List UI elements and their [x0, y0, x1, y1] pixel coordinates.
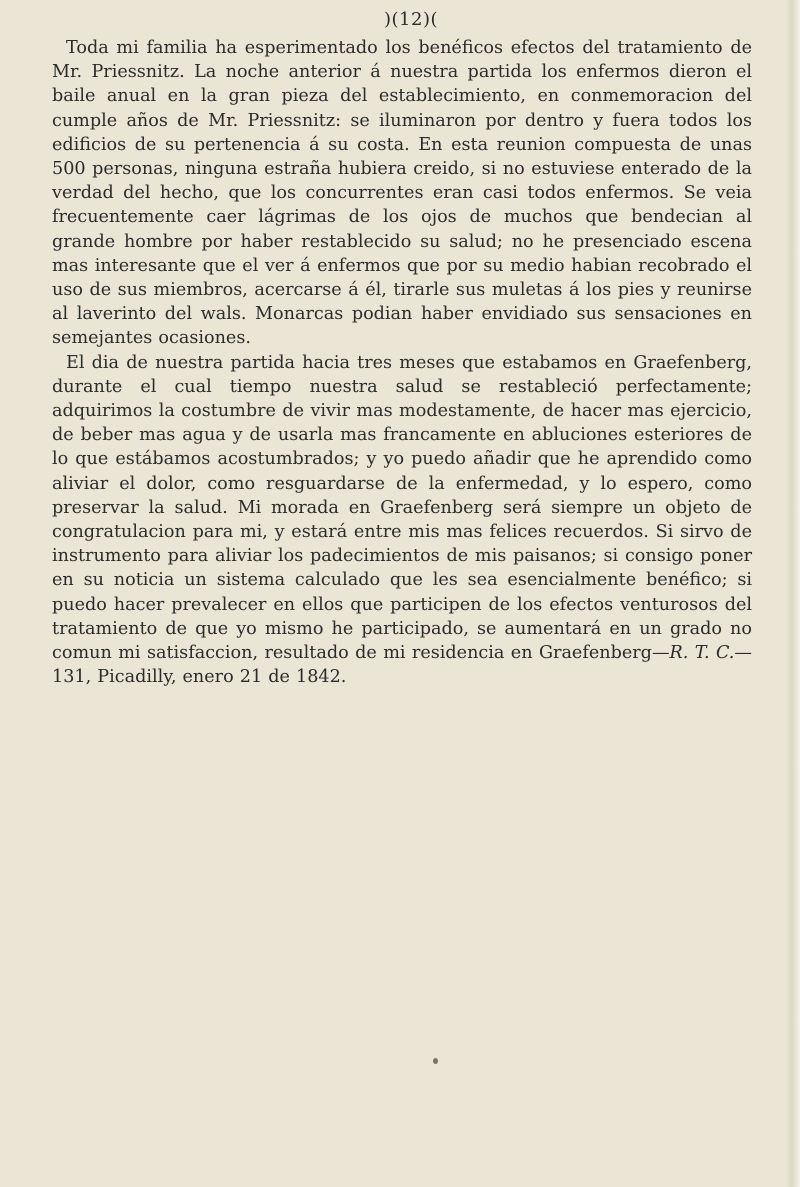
- page-edge: [786, 0, 800, 1187]
- page-content: [52, 8, 752, 689]
- ink-mark: [433, 1058, 438, 1064]
- paragraph-2-text: El dia de nuestra partida hacia tres meses que estabamos en Graefenberg, durante el cual tiempo nuestra salud se restableció perfectamente; adquirimos la costumbre de vivir mas modestamente, de hacer mas ejercicio, de beber mas agua y de usarla mas francamente en abluciones esteriores de lo que estábamos acostumbrados; y yo puedo añadir que he aprendido como aliviar el dolor, como resguardarse de la enfermedad, y lo espero, como preservar la salud. Mi morada en Graefenberg será siempre un objeto de congratulacion para mi, y estará entre mis mas felices recuerdos. Si sirvo de instrumento para aliviar los padecimientos de mis paisanos; si consigo poner en su noticia un sistema calculado que les sea esencialmente benéfico; si puedo hacer prevalecer en ellos que participen de los efectos venturosos del tratamiento de que yo mismo he participado, se aumentará en un grado no comun mi satisfaccion, resultado de mi residencia en Graefenberg—: [52, 352, 752, 664]
- signature-initials: R. T. C.: [669, 643, 735, 664]
- closing-line: —131, Picadilly, enero 21 de 1842.: [52, 643, 752, 688]
- paragraph-1: Toda mi familia ha esperimentado los benéficos efectos del tratamiento de Mr. Priessnitz. La noche anterior á nuestra partida los enfermos dieron el baile anual en la gran pieza del establecimiento, en conmemoracion del cumple años de Mr. Priessnitz: se iluminaron por dentro y fuera todos los edificios de su pertenencia á su costa. En esta reunion compuesta de unas 500 personas, ninguna estraña hubiera creido, si no estuviese enterado de la verdad del hecho, que los concurrentes eran casi todos enfermos. Se veia frecuentemente caer lágrimas de los ojos de muchos que bendecian al grande hombre por haber restablecido su salud; no he presenciado escena mas interesante que el ver á enfermos que por su medio habian recobrado el uso de sus miembros, acercarse á él, tirarle sus muletas á los pies y reunirse al laverinto del wals. Monarcas podian haber envidiado sus sensaciones en semejantes ocasiones.: [52, 38, 752, 349]
- paragraph-2: [52, 351, 752, 690]
- page-number: )(12)(: [384, 9, 438, 30]
